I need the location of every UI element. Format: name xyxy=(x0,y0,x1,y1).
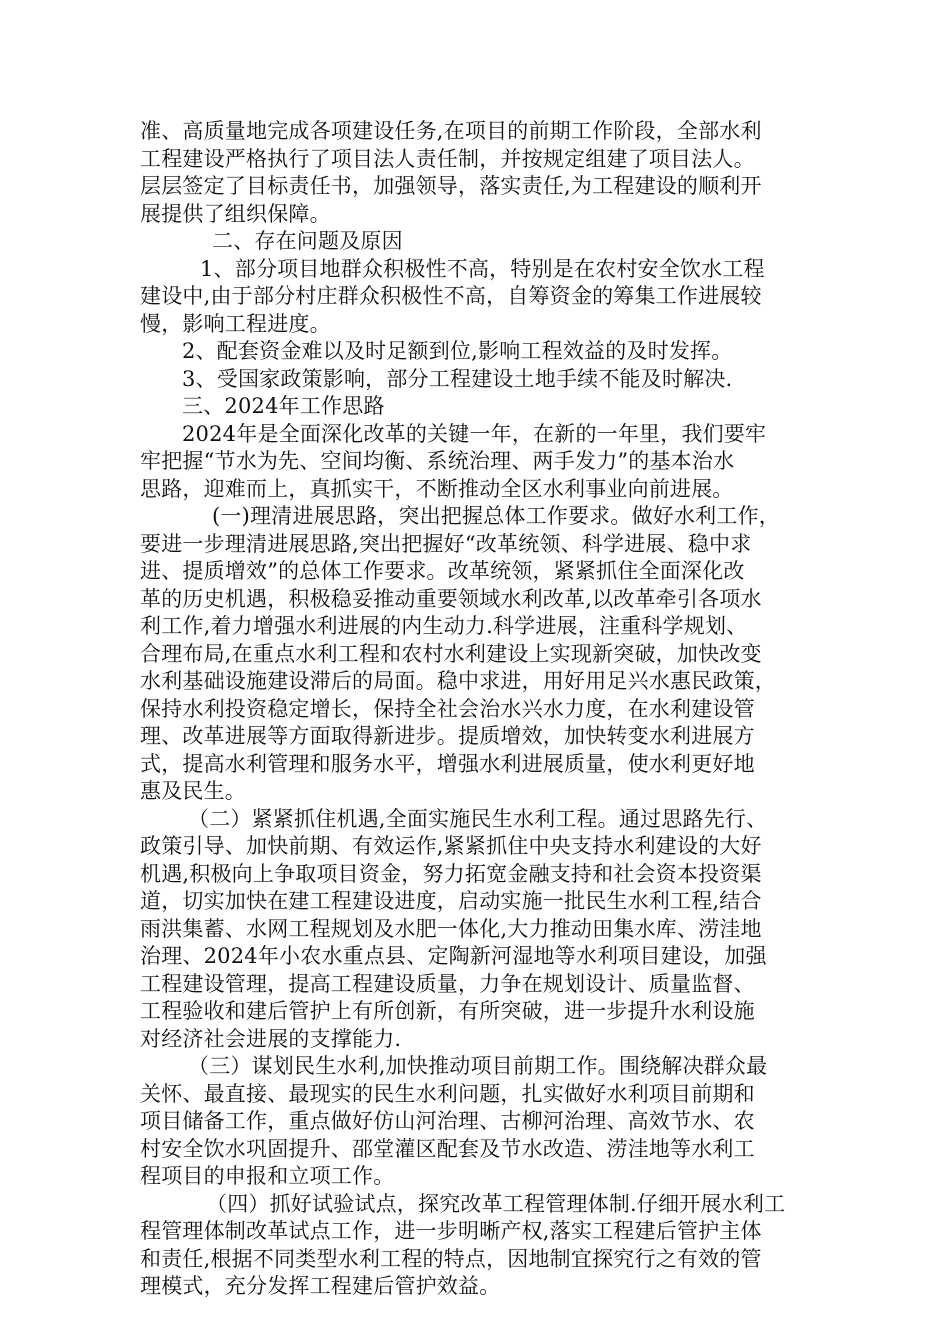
text-line: 村安全饮水巩固提升、邵堂灌区配套及节水改造、涝洼地等水利工 xyxy=(140,1136,755,1161)
text-line: 进、提质增效”的总体工作要求。改革统领，紧紧抓住全面深化改 xyxy=(140,559,745,583)
text-line: 思路，迎难而上，真抓实干，不断推动全区水利事业向前进展。 xyxy=(140,476,734,501)
text-line: 治理、2024年小农水重点县、定陶新河湿地等水利项目建设，加强 xyxy=(140,944,767,968)
text-line: 1、部分项目地群众积极性不高，特别是在农村安全饮水工程 xyxy=(200,256,765,281)
text-line: (一)理清进展思路，突出把握总体工作要求。做好水利工作， xyxy=(212,504,780,528)
text-line: 惠及民生。 xyxy=(140,779,246,803)
text-line: 要进一步理清进展思路,突出把握好“改革统领、科学进展、稳中求 xyxy=(140,531,752,556)
text-line: 水利基础设施建设滞后的局面。稳中求进，用好用足兴水惠民政策， xyxy=(140,669,776,693)
text-line: 3、受国家政策影响，部分工程建设土地手续不能及时解决. xyxy=(182,366,733,391)
text-line: 政策引导、加快前期、有效运作,紧紧抓住中央支持水利建设的大好 xyxy=(140,834,762,858)
section-heading: 三、2024年工作思路 xyxy=(182,394,385,418)
text-line: 革的历史机遇，积极稳妥推动重要领域水利改革,以改革牵引各项水 xyxy=(140,586,762,611)
text-line: 工程建设严格执行了项目法人责任制，并按规定组建了项目法人。 xyxy=(140,146,755,171)
text-line: 对经济社会进展的支撑能力. xyxy=(140,1026,402,1051)
text-line: 2024年是全面深化改革的关键一年，在新的一年里，我们要牢 xyxy=(182,421,767,446)
text-line: 雨洪集蓄、水网工程规划及水肥一体化,大力推动田集水库、涝洼地 xyxy=(140,916,762,941)
text-line: 牢把握“节水为先、空间均衡、系统治理、两手发力”的基本治水 xyxy=(140,449,735,473)
text-line: 机遇,积极向上争取项目资金，努力拓宽金融支持和社会资本投资渠 xyxy=(140,861,762,886)
text-line: 道，切实加快在建工程建设进度，启动实施一批民生水利工程,结合 xyxy=(140,889,762,913)
text-line: 慢，影响工程进度。 xyxy=(140,311,331,336)
text-line: 理、改革进展等方面取得新进步。提质增效，加快转变水利进展方 xyxy=(140,724,755,748)
text-line: 合理布局,在重点水利工程和农村水利建设上实现新突破，加快改变 xyxy=(140,641,762,666)
text-line: 式，提高水利管理和服务水平，增强水利进展质量，使水利更好地 xyxy=(140,751,755,776)
text-line: 理模式，充分发挥工程建后管护效益。 xyxy=(140,1274,501,1298)
text-line: （四）抓好试验试点，探究改革工程管理体制.仔细开展水利工 xyxy=(206,1191,786,1216)
text-line: 展提供了组织保障。 xyxy=(140,201,331,226)
document-page xyxy=(140,118,812,1301)
text-line: （二）紧紧抓住机遇,全面实施民生水利工程。通过思路先行、 xyxy=(188,806,768,831)
text-line: （三）谋划民生水利,加快推动项目前期工作。围绕解决群众最 xyxy=(188,1054,768,1078)
text-line: 建设中,由于部分村庄群众积极性不高，自筹资金的筹集工作进展较 xyxy=(140,284,762,308)
text-line: 利工作,着力增强水利进展的内生动力.科学进展，注重科学规划、 xyxy=(140,614,748,638)
text-line: 工程建设管理，提高工程建设质量，力争在规划设计、质量监督、 xyxy=(140,971,755,996)
text-line: 2、配套资金难以及时足额到位,影响工程效益的及时发挥。 xyxy=(182,339,733,363)
text-line: 关怀、最直接、最现实的民生水利问题，扎实做好水利项目前期和 xyxy=(140,1081,755,1106)
text-line: 保持水利投资稳定增长，保持全社会治水兴水力度，在水利建设管 xyxy=(140,696,755,721)
text-line: 程项目的申报和立项工作。 xyxy=(140,1164,395,1188)
section-heading: 二、存在问题及原因 xyxy=(212,229,403,253)
text-line: 程管理体制改革试点工作，进一步明晰产权,落实工程建后管护主体 xyxy=(140,1219,762,1243)
text-line: 准、高质量地完成各项建设任务,在项目的前期工作阶段，全部水利 xyxy=(140,119,762,143)
text-line: 工程验收和建后管护上有所创新，有所突破，进一步提升水利设施 xyxy=(140,999,755,1023)
text-line: 层层签定了目标责任书，加强领导，落实责任,为工程建设的顺利开 xyxy=(140,174,762,198)
text-line: 项目储备工作，重点做好仿山河治理、古柳河治理、高效节水、农 xyxy=(140,1109,755,1133)
text-line: 和责任,根据不同类型水利工程的特点，因地制宜探究行之有效的管 xyxy=(140,1246,762,1271)
